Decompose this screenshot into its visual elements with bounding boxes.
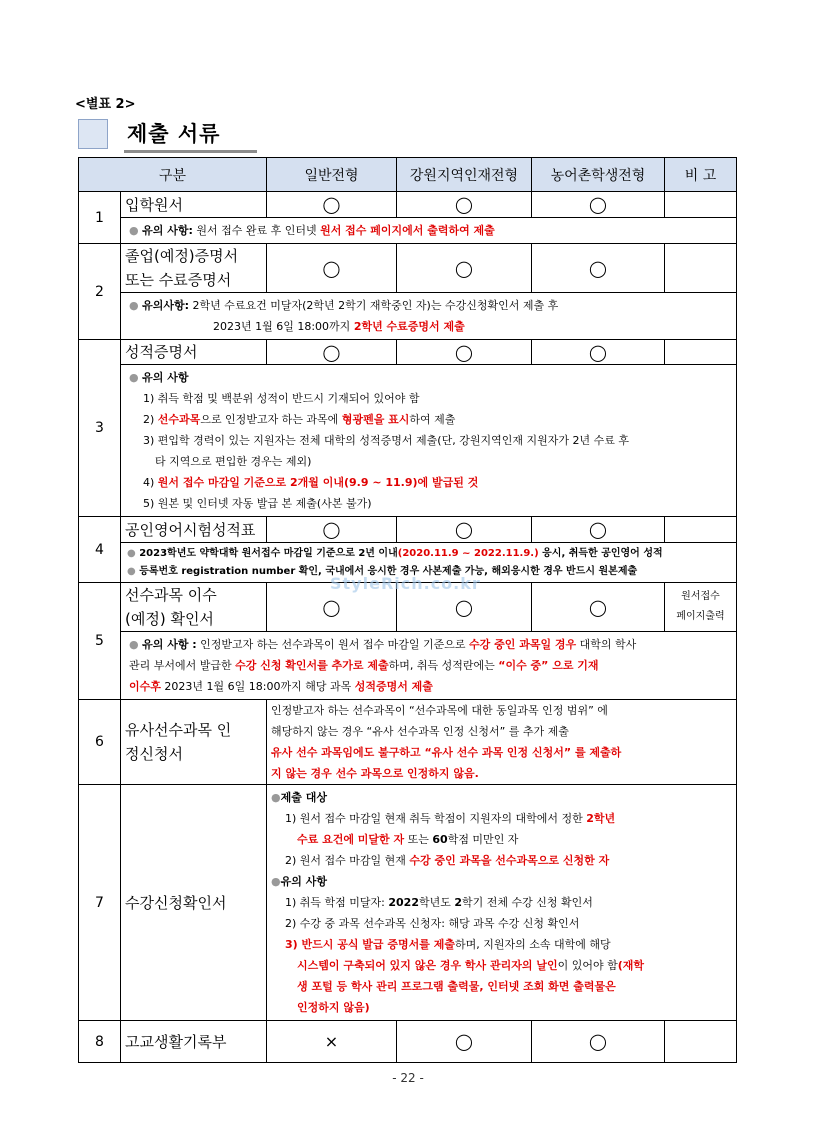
remark-cell — [665, 244, 737, 293]
document-name: 선수과목 이수 (예정) 확인서 — [121, 583, 267, 632]
note-line: 2) 선수과목으로 인정받고자 하는 과목에 형광펜을 표시하여 제출 — [143, 413, 456, 426]
note-text: 2학년 수료요건 미달자(2학년 2학기 재학중인 자)는 수강신청확인서 제출 후 — [189, 299, 559, 312]
row-number: 5 — [79, 583, 121, 700]
row-number: 1 — [79, 192, 121, 244]
note-deadline: 2023년 1월 6일 18:00까지 — [213, 320, 354, 333]
header-category: 구분 — [79, 158, 267, 192]
bullet-icon: ● — [127, 565, 136, 577]
cross-mark: × — [267, 1021, 397, 1063]
annex-label: <별표 2> — [75, 97, 136, 112]
check-mark: ◯ — [532, 517, 665, 543]
documents-table — [78, 157, 737, 1063]
table-row — [79, 192, 737, 218]
check-mark: ◯ — [397, 517, 532, 543]
check-mark: ◯ — [397, 583, 532, 632]
header-general: 일반전형 — [267, 158, 397, 192]
bullet-icon: ● — [129, 299, 139, 312]
row-number: 4 — [79, 517, 121, 583]
remark-cell — [665, 192, 737, 218]
check-mark: ◯ — [397, 192, 532, 218]
bullet-icon: ● — [129, 371, 139, 384]
note-label: 유의 사항: — [142, 224, 193, 237]
note-cell: ●제출 대상 1) 원서 접수 마감일 현재 취득 학점이 지원자의 대학에서 정한 2학년 수료 요건에 미달한 자 또는 60학점 미만인 자 2) 원서 접수 마감일 현재 수강 중인 과목을 선수과목으로 신청한 자 ●유의 사항 1) 취득 학점 미달자: 2022학년도 2학기 전체 수강 신청 확인서 2) 수강 중 과목 선수과목 신청자: 해당 과목 수강 신청 확인서 3) 반드시 공식 발급 증명서를 제출하며, 지원자의 소속 대학에 해당 시스템이 구축되어 있지 않은 경우 학사 관리자의 날인이 있어야 함(재학 생 포털 등 학사 관리 프로그램 출력물, 인터넷 조회 화면 출력물은 인정하지 않음) — [267, 785, 737, 1021]
header-gangwon: 강원지역인재전형 — [397, 158, 532, 192]
bullet-icon: ● — [127, 547, 136, 559]
table-row — [79, 1021, 737, 1063]
document-name: 입학원서 — [121, 192, 267, 218]
check-mark: ◯ — [397, 340, 532, 365]
check-mark: ◯ — [397, 1021, 532, 1063]
note-text: 원서 접수 완료 후 인터넷 — [192, 224, 321, 237]
note-line: 4) 원서 접수 마감일 기준으로 2개월 이내(9.9 ~ 11.9)에 발급된 것 — [143, 476, 479, 489]
row-number: 3 — [79, 340, 121, 517]
note-label: 유의사항: — [142, 299, 190, 312]
table-row — [79, 244, 737, 293]
document-name: 유사선수과목 인 정신청서 — [121, 700, 267, 785]
document-name: 수강신청확인서 — [121, 785, 267, 1021]
note-line: 3) 편입학 경력이 있는 지원자는 전체 대학의 성적증명서 제출(단, 강원지역인재 지원자가 2년 수료 후 — [143, 434, 629, 447]
bullet-icon: ● — [271, 791, 281, 804]
name-line-1: 졸업(예정)증명서 — [125, 247, 239, 265]
note-row — [79, 365, 737, 517]
bullet-icon: ● — [271, 875, 281, 888]
table-row — [79, 785, 737, 1021]
note-emphasis: 원서 접수 페이지에서 출력하여 제출 — [320, 224, 495, 237]
note-line: 1) 취득 학점 및 백분위 성적이 반드시 기재되어 있어야 함 — [143, 392, 420, 405]
title-marker-box — [78, 119, 108, 149]
table-row — [79, 700, 737, 785]
check-mark: ◯ — [267, 583, 397, 632]
row-number: 6 — [79, 700, 121, 785]
note-cell: ● 유의 사항 : 인정받고자 하는 선수과목이 원서 접수 마감일 기준으로 수강 중인 과목일 경우 대학의 학사 관리 부서에서 발급한 수강 신청 확인서를 추가로 제출하며, 취득 성적란에는 “이수 중” 으로 기재 이수후 2023년 1월 6일 18:00까지 해당 과목 성적증명서 제출 — [121, 632, 737, 700]
check-mark: ◯ — [397, 244, 532, 293]
check-mark: ◯ — [532, 583, 665, 632]
check-mark: ◯ — [532, 340, 665, 365]
note-cell — [121, 218, 737, 244]
check-mark: ◯ — [532, 1021, 665, 1063]
remark-cell — [665, 1021, 737, 1063]
note-line: 5) 원본 및 인터넷 자동 발급 본 제출(사본 불가) — [143, 497, 372, 510]
bullet-icon: ● — [129, 638, 139, 651]
check-mark: ◯ — [267, 517, 397, 543]
header-remark: 비 고 — [665, 158, 737, 192]
page-title: 제출 서류 — [127, 122, 221, 146]
table-row — [79, 517, 737, 543]
title-underline — [124, 150, 257, 153]
table-row — [79, 340, 737, 365]
row-number: 7 — [79, 785, 121, 1021]
remark-cell: 원서접수 페이지출력 — [665, 583, 737, 632]
note-row — [79, 218, 737, 244]
note-row — [79, 293, 737, 340]
document-name: 공인영어시험성적표 — [121, 517, 267, 543]
note-cell: 인정받고자 하는 선수과목이 “선수과목에 대한 동일과목 인정 범위” 에 해당하지 않는 경우 “유사 선수과목 인정 신청서” 를 추가 제출 유사 선수 과목임에도 불구하고 “유사 선수 과목 인정 신청서” 를 제출하 지 않는 경우 선수 과목으로 인정하지 않음. — [267, 700, 737, 785]
header-rural: 농어촌학생전형 — [532, 158, 665, 192]
note-cell — [121, 293, 737, 340]
row-number: 2 — [79, 244, 121, 340]
note-line: 타 지역으로 편입한 경우는 제외) — [155, 455, 312, 468]
row-number: 8 — [79, 1021, 121, 1063]
check-mark: ◯ — [267, 340, 397, 365]
document-name: 성적증명서 — [121, 340, 267, 365]
watermark: StyleRich.co.kr — [330, 574, 481, 593]
bullet-icon: ● — [129, 224, 139, 237]
table-header-row — [79, 158, 737, 192]
check-mark: ◯ — [532, 192, 665, 218]
check-mark: ◯ — [267, 192, 397, 218]
note-emphasis: 2학년 수료증명서 제출 — [353, 320, 465, 333]
document-name — [121, 244, 267, 293]
note-label: 유의 사항 — [142, 371, 189, 384]
check-mark: ◯ — [267, 244, 397, 293]
check-mark: ◯ — [532, 244, 665, 293]
remark-cell — [665, 517, 737, 543]
note-row — [79, 632, 737, 700]
remark-cell — [665, 340, 737, 365]
note-cell: ● 2023학년도 약학대학 원서접수 마감일 기준으로 2년 이내(2020.11.9 ~ 2022.11.9.) 응시, 취득한 공인영어 성적 ● 등록번호 registration number 확인, 국내에서 응시한 경우 사본제출 가능, 해외응시한 경우 반드시 원본제출 — [121, 543, 737, 583]
note-cell — [121, 365, 737, 517]
name-line-2: 또는 수료증명서 — [125, 271, 232, 289]
page-number: - 22 - — [392, 1071, 424, 1085]
document-name: 고교생활기록부 — [121, 1021, 267, 1063]
